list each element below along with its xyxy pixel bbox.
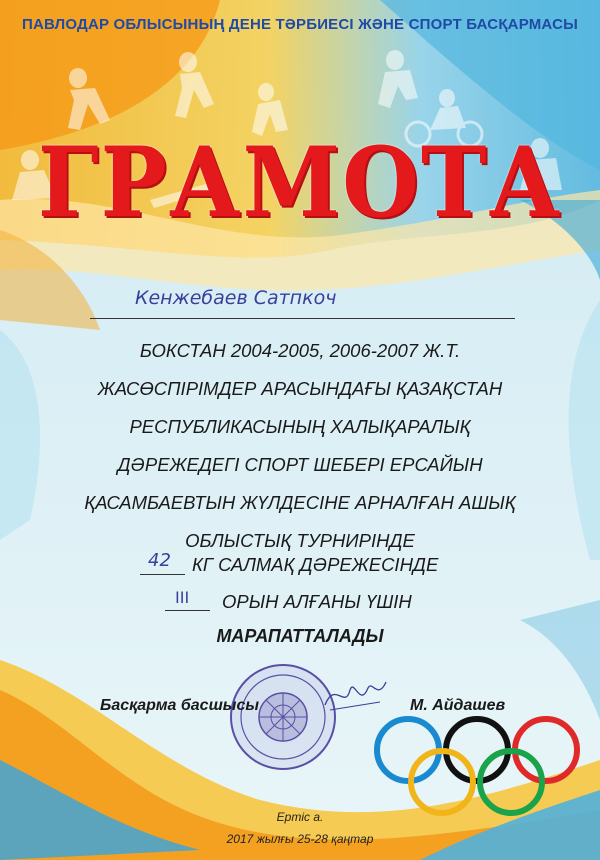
signature-name: М. Айдашев xyxy=(410,697,506,714)
body-line: БОКСТАН 2004-2005, 2006-2007 Ж.Т. xyxy=(139,340,461,361)
body-line: ДӘРЕЖЕДЕГІ СПОРТ ШЕБЕРІ ЕРСАЙЫН xyxy=(117,454,483,475)
body-text xyxy=(60,332,540,560)
olympic-rings-logo xyxy=(370,712,585,822)
weight-label: КГ САЛМАҚ ДӘРЕЖЕСІНДЕ xyxy=(192,554,439,575)
weight-value: 42 xyxy=(148,550,171,571)
certificate-title: ГРАМОТА xyxy=(37,126,563,239)
footer-date: 2017 жылғы 25-28 қаңтар xyxy=(226,832,374,846)
weight-line xyxy=(140,574,185,575)
body-line: ЖАСӨСПІРІМДЕР АРАСЫНДАҒЫ ҚАЗАҚСТАН xyxy=(97,378,503,399)
award-text: МАРАПАТТАЛАДЫ xyxy=(216,626,384,646)
place-value: III xyxy=(175,588,190,607)
signature-position: Басқарма басшысы xyxy=(100,697,260,714)
body-line: ОБЛЫСТЫҚ ТУРНИРІНДЕ xyxy=(185,530,415,551)
recipient-name: Кенжебаев Сатпкоч xyxy=(135,287,337,309)
recipient-line xyxy=(90,318,515,319)
body-line: ҚАСАМБАЕВТЫН ЖҮЛДЕСІНЕ АРНАЛҒАН АШЫҚ xyxy=(84,492,516,513)
body-line: РЕСПУБЛИКАСЫНЫҢ ХАЛЫҚАРАЛЫҚ xyxy=(129,416,471,437)
place-label: ОРЫН АЛҒАНЫ ҮШІН xyxy=(222,591,412,612)
organization-header: ПАВЛОДАР ОБЛЫСЫНЫҢ ДЕНЕ ТӘРБИЕСІ ЖӘНЕ СПОРТ БАСҚАРМАСЫ xyxy=(21,16,578,33)
place-line xyxy=(165,610,210,611)
footer-city: Ертіс а. xyxy=(276,810,324,824)
